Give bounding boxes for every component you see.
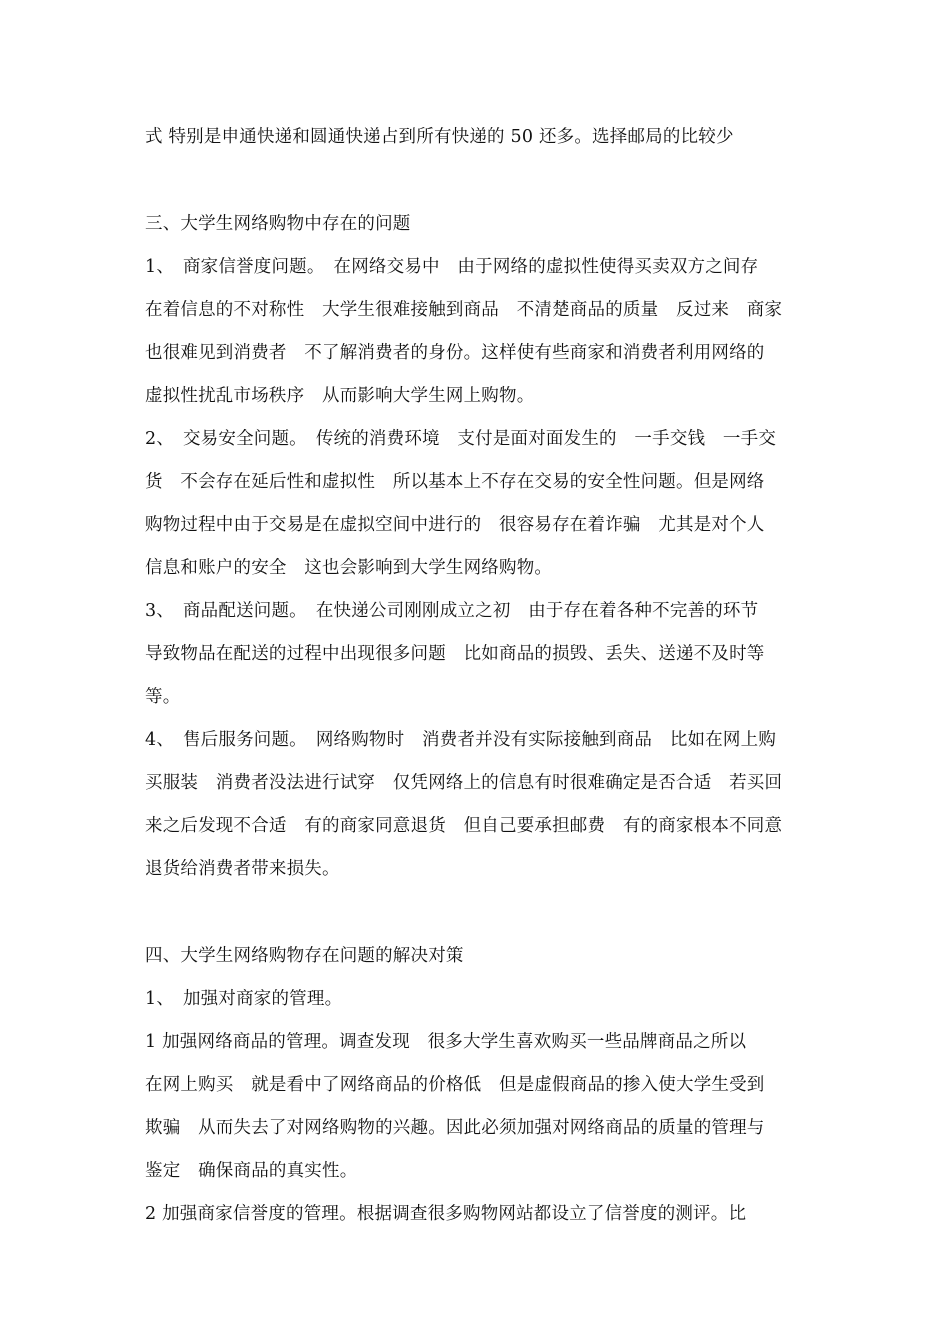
- text-line: 1、 商家信誉度问题。 在网络交易中 由于网络的虚拟性使得买卖双方之间存: [145, 257, 759, 277]
- text-line: 在着信息的不对称性 大学生很难接触到商品 不清楚商品的质量 反过来 商家: [145, 300, 783, 320]
- text-line: 信息和账户的安全 这也会影响到大学生网络购物。: [145, 558, 553, 578]
- text-line: 虚拟性扰乱市场秩序 从而影响大学生网上购物。: [145, 386, 535, 406]
- section-heading-three: 三、大学生网络购物中存在的问题: [145, 214, 411, 234]
- text-line: 等。: [145, 687, 181, 707]
- text-line: 来之后发现不合适 有的商家同意退货 但自己要承担邮费 有的商家根本不同意: [145, 816, 783, 836]
- text-line: 2 加强商家信誉度的管理。根据调查很多购物网站都设立了信誉度的测评。比: [145, 1204, 747, 1224]
- text-line: 也很难见到消费者 不了解消费者的身份。这样使有些商家和消费者利用网络的: [145, 343, 765, 363]
- text-line: 式 特别是申通快递和圆通快递占到所有快递的 50 还多。选择邮局的比较少: [145, 127, 734, 147]
- text-line: 4、 售后服务问题。 网络购物时 消费者并没有实际接触到商品 比如在网上购: [145, 730, 777, 750]
- text-line: 在网上购买 就是看中了网络商品的价格低 但是虚假商品的掺入使大学生受到: [145, 1075, 765, 1095]
- text-line: 买服装 消费者没法进行试穿 仅凭网络上的信息有时很难确定是否合适 若买回: [145, 773, 783, 793]
- text-line: 2、 交易安全问题。 传统的消费环境 支付是面对面发生的 一手交钱 一手交: [145, 429, 777, 449]
- text-line: 购物过程中由于交易是在虚拟空间中进行的 很容易存在着诈骗 尤其是对个人: [145, 515, 765, 535]
- text-line: 货 不会存在延后性和虚拟性 所以基本上不存在交易的安全性问题。但是网络: [145, 472, 765, 492]
- text-line: 导致物品在配送的过程中出现很多问题 比如商品的损毁、丢失、送递不及时等: [145, 644, 765, 664]
- text-line: 退货给消费者带来损失。: [145, 859, 340, 879]
- text-line: 3、 商品配送问题。 在快递公司刚刚成立之初 由于存在着各种不完善的环节: [145, 601, 759, 621]
- text-line: 欺骗 从而失去了对网络购物的兴趣。因此必须加强对网络商品的质量的管理与: [145, 1118, 765, 1138]
- text-line: 1、 加强对商家的管理。: [145, 989, 343, 1009]
- text-line: 鉴定 确保商品的真实性。: [145, 1161, 358, 1181]
- text-line: 1 加强网络商品的管理。调查发现 很多大学生喜欢购买一些品牌商品之所以: [145, 1032, 747, 1052]
- section-heading-four: 四、大学生网络购物存在问题的解决对策: [145, 946, 464, 966]
